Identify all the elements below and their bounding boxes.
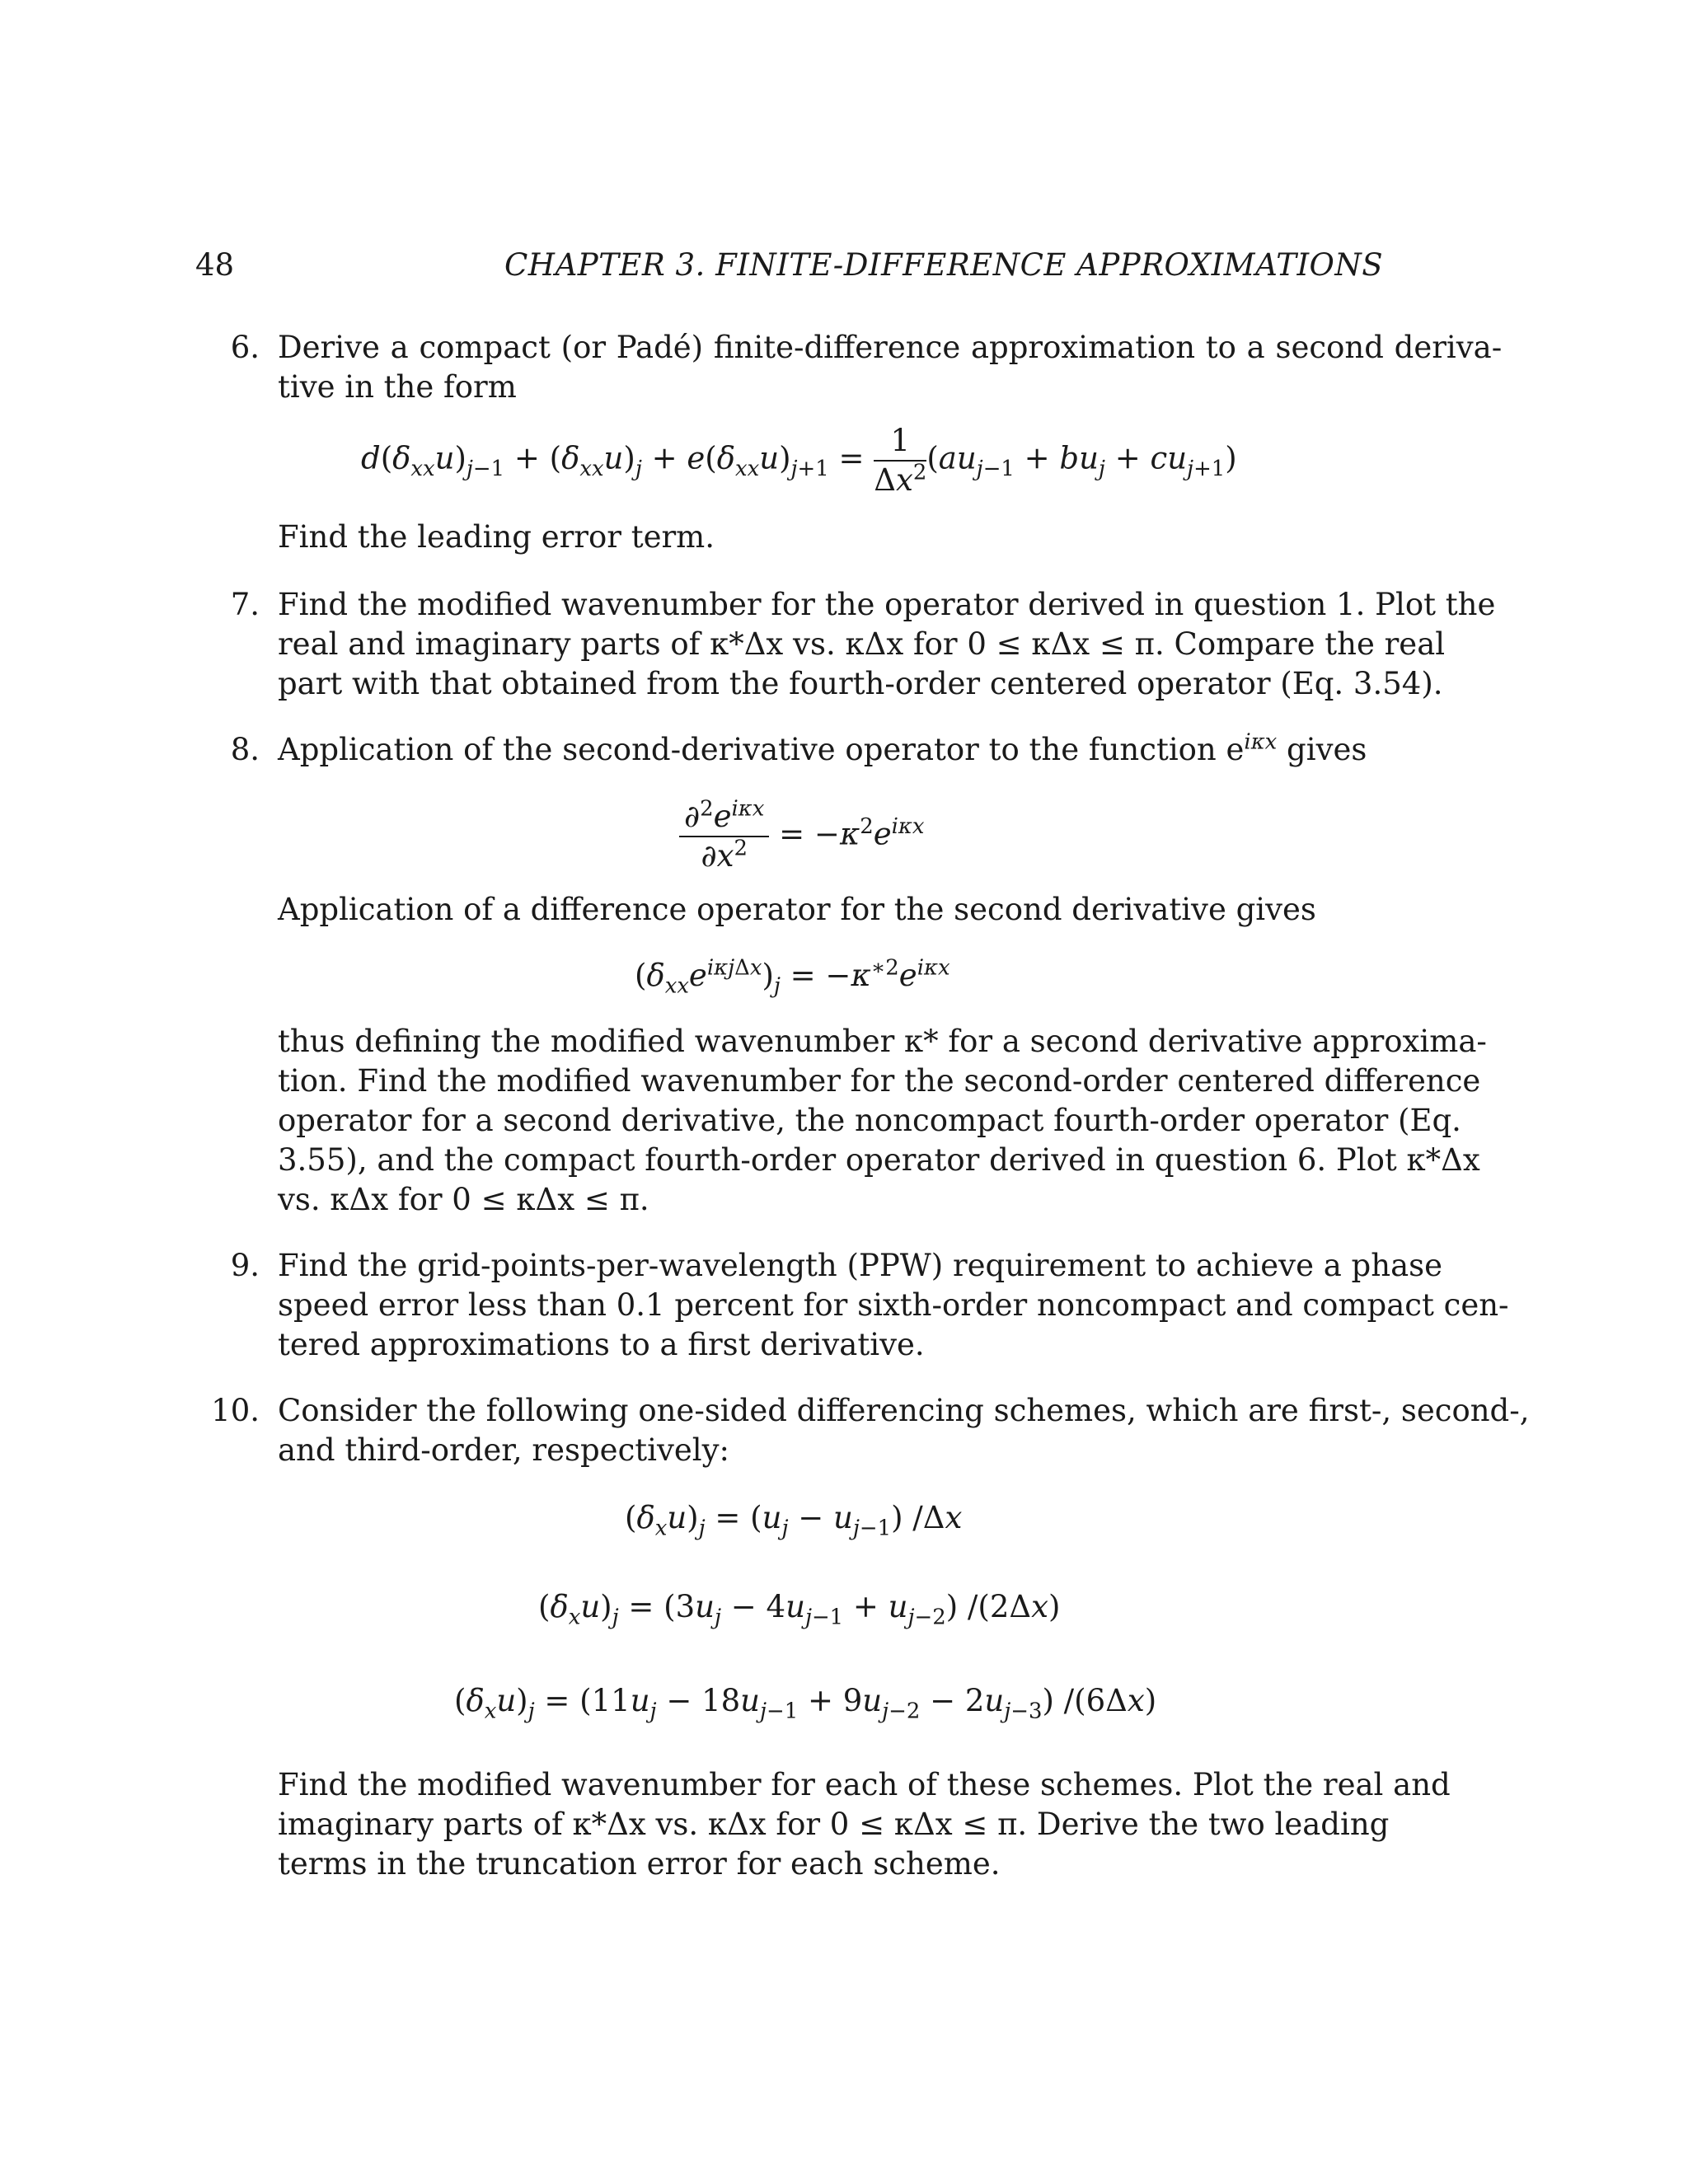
equation-second-derivative-difference: $(\delta_{xx}e^{i\kappa j\Delta x})_j = -\kappa^{∗2}e^{i\kappa x}$ bbox=[635, 955, 950, 999]
problem-number: 6. bbox=[230, 330, 260, 365]
problem-text-line: 3.55), and the compact fourth-order operator derived in question 6. Plot κ*Δx bbox=[278, 1142, 1480, 1178]
page-number: 48 bbox=[195, 247, 235, 283]
problem-number: 7. bbox=[230, 587, 260, 622]
problem-text-line: Application of a difference operator for the second derivative gives bbox=[278, 892, 1316, 927]
problem-text: gives bbox=[1277, 732, 1367, 767]
problem-number: 9. bbox=[230, 1248, 260, 1283]
equation-first-order-scheme: $(\delta_xu)_j = (u_j - u_{j-1})$ /Δx bbox=[625, 1500, 963, 1541]
problem-text-line: Derive a compact (or Padé) finite-difference approximation to a second deriva- bbox=[278, 330, 1503, 365]
problem-text: Application of the second-derivative operator to the function e bbox=[278, 732, 1245, 767]
problem-text-line: thus defining the modified wavenumber κ* for a second derivative approxima- bbox=[278, 1024, 1487, 1059]
problem-text-line: Find the modified wavenumber for each of these schemes. Plot the real and bbox=[278, 1767, 1451, 1802]
equation-second-order-scheme: $(\delta_xu)_j = (3u_j - 4u_{j-1} + u_{j-2})$ /(2Δx) bbox=[538, 1589, 1061, 1630]
problem-text-line: and third-order, respectively: bbox=[278, 1432, 730, 1468]
problem-text-line: speed error less than 0.1 percent for sixth-order noncompact and compact cen- bbox=[278, 1287, 1509, 1323]
equation-third-order-scheme: $(\delta_xu)_j = (11u_j - 18u_{j-1} + 9u_{j-2} - 2u_{j-3})$ /(6Δx) bbox=[454, 1683, 1157, 1724]
problem-text-line: operator for a second derivative, the noncompact fourth-order operator (Eq. bbox=[278, 1103, 1461, 1138]
problem-text-line: Consider the following one-sided differencing schemes, which are first-, second-, bbox=[278, 1393, 1530, 1428]
running-header: CHAPTER 3. FINITE-DIFFERENCE APPROXIMATIONS bbox=[504, 247, 1384, 283]
problem-text-line: Find the grid-points-per-wavelength (PPW) requirement to achieve a phase bbox=[278, 1248, 1443, 1283]
problem-number: 8. bbox=[230, 732, 260, 767]
problem-text-line: tion. Find the modified wavenumber for the second-order centered difference bbox=[278, 1063, 1481, 1099]
problem-text-line: terms in the truncation error for each scheme. bbox=[278, 1846, 1001, 1882]
problem-number: 10. bbox=[211, 1393, 260, 1428]
equation-compact-second-derivative: $d(\delta_{xx}u)_{j-1} + (\delta_{xx}u)_j + e(\delta_{xx}u)_{j+1}$ = $\frac{1}{\Delta x^2}$ $(au_{j-1} + bu_j + cu_{j+1})$ bbox=[361, 423, 1237, 498]
problem-text-line: Application of the second-derivative operator to the function $e^{i\kappa x}$ gives bbox=[278, 729, 1367, 767]
problem-text-line: Find the leading error term. bbox=[278, 519, 715, 555]
problem-text-line: vs. κΔx for 0 ≤ κΔx ≤ π. bbox=[278, 1182, 649, 1217]
problem-text-line: tered approximations to a first derivative. bbox=[278, 1327, 925, 1362]
problem-text-line: real and imaginary parts of κ*Δx vs. κΔx for 0 ≤ κΔx ≤ π. Compare the real bbox=[278, 626, 1446, 662]
problem-text-line: part with that obtained from the fourth-order centered operator (Eq. 3.54). bbox=[278, 666, 1443, 701]
problem-text-line: imaginary parts of κ*Δx vs. κΔx for 0 ≤ κΔx ≤ π. Derive the two leading bbox=[278, 1807, 1390, 1842]
equation-second-derivative-exact: $\frac{\partial^2e^{i\kappa x}}{\partial x^2}$ = $-\kappa^2e^{i\kappa x}$ bbox=[679, 798, 924, 875]
problem-text-line: Find the modified wavenumber for the operator derived in question 1. Plot the bbox=[278, 587, 1496, 622]
problem-text-line: tive in the form bbox=[278, 369, 517, 405]
